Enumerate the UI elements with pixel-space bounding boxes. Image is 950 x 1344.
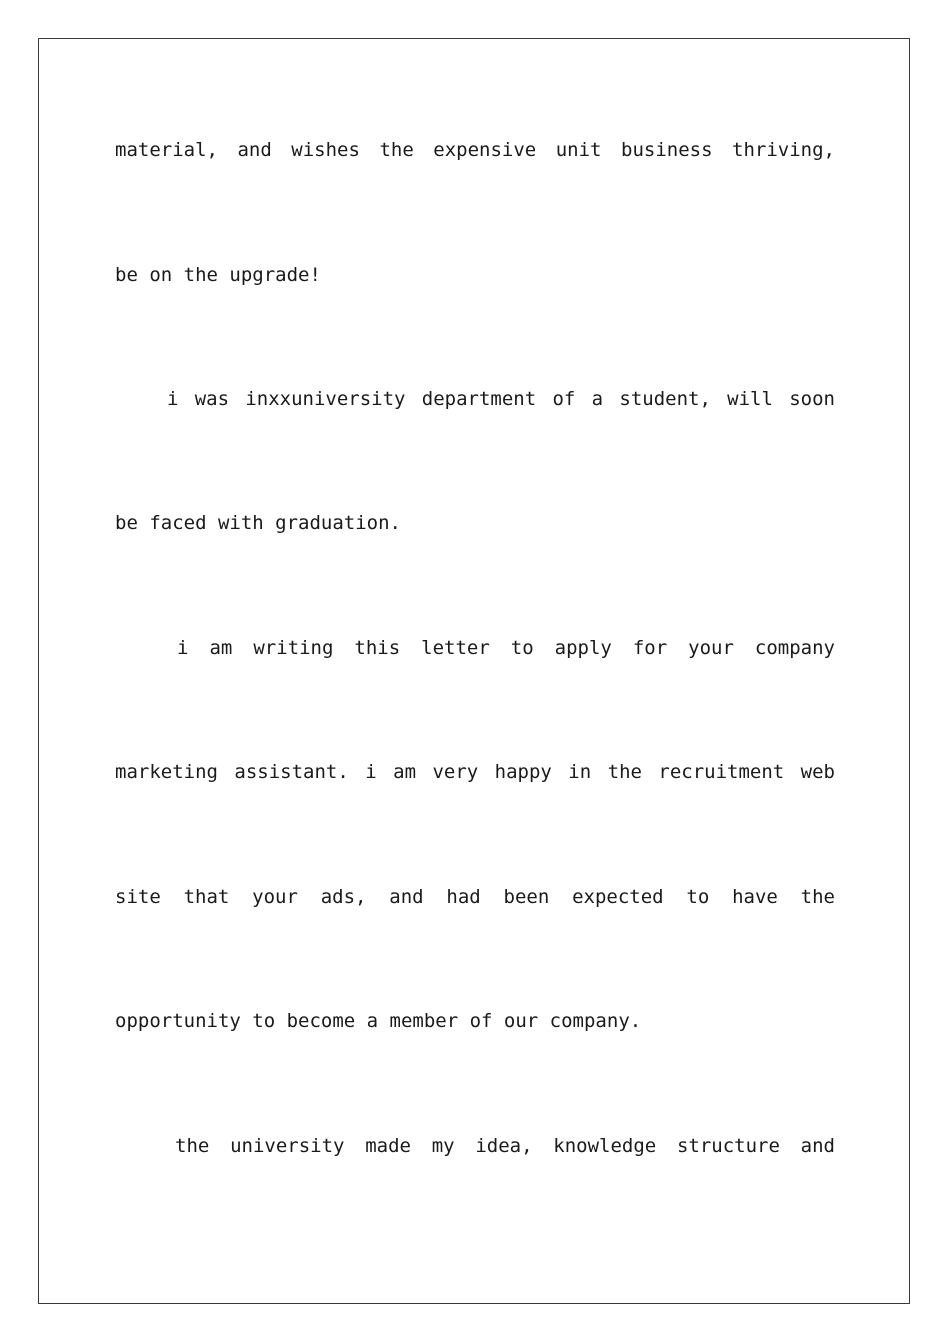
text-line-4: be faced with graduation.	[115, 512, 401, 534]
text-line-8: opportunity to become a member of our company.	[115, 1010, 642, 1032]
text-line-2: be on the upgrade!	[115, 264, 321, 286]
text-line-7: site that your ads, and had been expected to have the	[115, 886, 835, 908]
text-line-6: marketing assistant. i am very happy in the recruitment web	[115, 761, 835, 783]
text-line-5: i am writing this letter to apply for your company	[177, 637, 835, 659]
text-line-1: material, and wishes the expensive unit business thriving,	[115, 139, 835, 161]
text-line-3: i was inxxuniversity department of a student, will soon	[167, 388, 835, 410]
page-border	[38, 38, 910, 1304]
text-line-9: the university made my idea, knowledge structure and	[175, 1135, 835, 1157]
